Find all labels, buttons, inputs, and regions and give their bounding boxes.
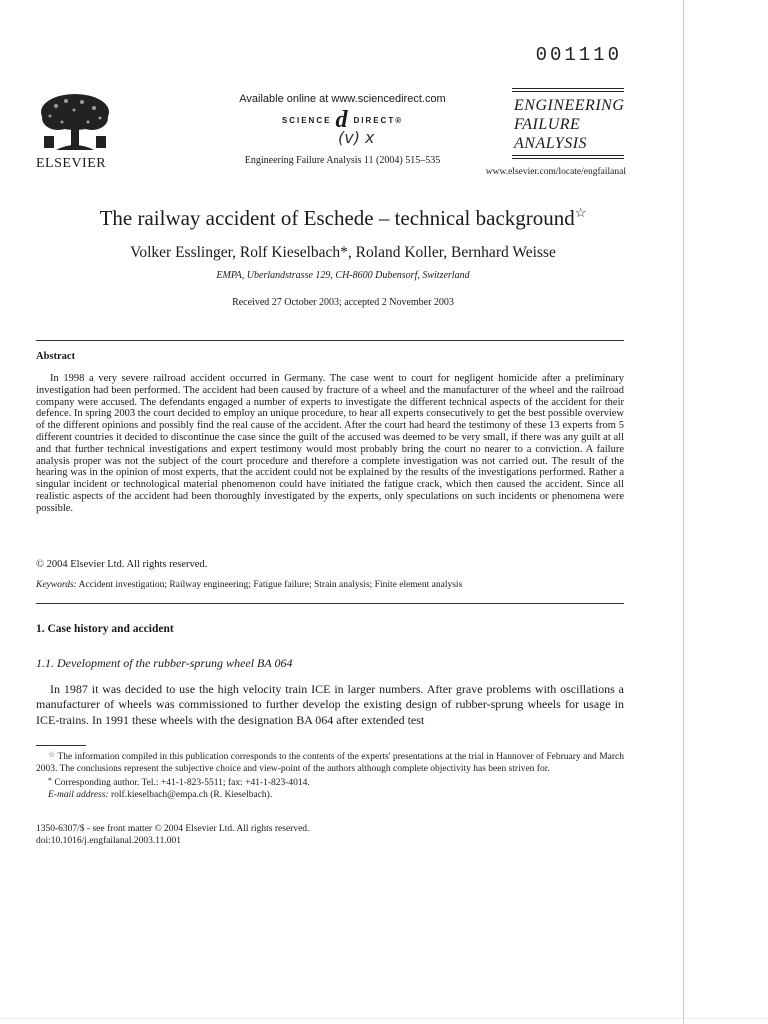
article-title-text: The railway accident of Eschede – technical background bbox=[99, 206, 575, 230]
footnote-1-text: The information compiled in this publication corresponds to the contents of the experts' presentations at the trial in Hannover of February and March 2003. The conclusions represent the subjective choice and view-point of the authors although complete objectivity has been striven for. bbox=[36, 752, 624, 774]
footnote-1-mark: ☆ bbox=[48, 750, 56, 759]
section-heading: 1. Case history and accident bbox=[36, 623, 174, 635]
journal-title-block bbox=[512, 88, 624, 159]
email-label: E-mail address: bbox=[48, 789, 109, 800]
sciencedirect-left-text: SCIENCE bbox=[281, 115, 332, 125]
scan-edge-line bbox=[683, 0, 684, 1024]
abstract-copyright: © 2004 Elsevier Ltd. All rights reserved. bbox=[36, 559, 208, 570]
journal-url[interactable]: www.elsevier.com/locate/engfailanal bbox=[485, 167, 626, 177]
footnote-email bbox=[36, 790, 624, 802]
author-affiliation: EMPA, Uberlandstrasse 129, CH-8600 Dubensorf, Switzerland bbox=[216, 270, 470, 281]
journal-title-line: FAILURE bbox=[514, 116, 581, 133]
footnotes bbox=[36, 749, 624, 801]
journal-title bbox=[512, 92, 624, 155]
article-title bbox=[40, 205, 646, 231]
footnote-2-text: Corresponding author. Tel.: +41-1-823-5511; fax: +41-1-823-4014. bbox=[54, 778, 310, 788]
body-paragraph: In 1987 it was decided to use the high velocity train ICE in larger numbers. After grave problems with oscillations a manufacturer of wheels was commissioned to further develop the existing design of rubber-sprung wheels for usage in ICE-trains. In 1991 these wheels with the designation BA 064 after extended test bbox=[36, 682, 624, 727]
issn-line: 1350-6307/$ - see front matter © 2004 Elsevier Ltd. All rights reserved. bbox=[36, 824, 310, 834]
document-id-stamp: 001110 bbox=[535, 44, 622, 66]
scan-bottom-edge bbox=[0, 1018, 768, 1019]
keywords bbox=[36, 580, 624, 590]
journal-citation: Engineering Failure Analysis 11 (2004) 515–535 bbox=[244, 155, 441, 166]
keywords-list: Accident investigation; Railway engineering; Fatigue failure; Strain analysis; Finite element analysis bbox=[78, 580, 463, 590]
author-list: Volker Esslinger, Rolf Kieselbach*, Roland Koller, Bernhard Weisse bbox=[130, 244, 556, 261]
sciencedirect-right-text: DIRECT® bbox=[353, 115, 404, 125]
footnote-1 bbox=[36, 749, 624, 775]
journal-title-line: ANALYSIS bbox=[514, 135, 588, 152]
email-address[interactable]: rolf.kieselbach@empa.ch (R. Kieselbach). bbox=[110, 789, 273, 800]
subsection-heading: 1.1. Development of the rubber-sprung wheel BA 064 bbox=[36, 656, 293, 670]
elsevier-tree-icon bbox=[36, 92, 114, 154]
footnote-rule bbox=[36, 745, 86, 746]
title-footnote-mark[interactable]: ☆ bbox=[574, 205, 587, 220]
handwritten-annotation: (v) x bbox=[338, 128, 375, 147]
abstract-text: In 1998 a very severe railroad accident occurred in Germany. The case went to court for negligent homicide after a preliminary investigation had been performed. The accident had been caused by fracture of a wheel and the manufacturer of the wheel and the railroad company were accused. The defendants engaged a number of experts to investigate the different technical aspects of the accident for their defence. In spring 2003 the court decided to employ an unique procedure, to hear all experts consecutively to get the best possible overview of the different opinions and possibly find the real cause of the accident. After the court had heard the testimony of these 13 experts from 5 different countries it decided to discontinue the case since the guilt of the accused was deemed to be very small, if there was any guilt at all and that further technical investigations and expert testimony would most probably bring the court no nearer to a conviction. A failure analysis proper was not the subject of the court procedure and therefore a complete investigation was not carried out. The result of the hearing was in the opinion of most experts, that the accident could not be explained by the results of the investigations performed. Rather a singular incident or technological material phenomenon could have initiated the fatigue crack, which then caused the accident. Since all realistic aspects of the accident had been thoroughly investigated by the experts, only speculations on such incidents or phenomena were possible. bbox=[36, 373, 624, 514]
journal-title-rule-bottom bbox=[512, 155, 624, 159]
abstract-heading: Abstract bbox=[36, 351, 76, 362]
sciencedirect-mark: d bbox=[335, 107, 350, 133]
abstract-bottom-rule bbox=[36, 603, 624, 604]
doi-line[interactable]: doi:10.1016/j.engfailanal.2003.11.001 bbox=[36, 836, 182, 846]
publisher-name: ELSEVIER bbox=[36, 156, 107, 171]
keywords-label: Keywords: bbox=[36, 580, 77, 590]
front-matter-info bbox=[36, 823, 309, 847]
abstract-top-rule bbox=[36, 340, 624, 341]
journal-title-line: ENGINEERING bbox=[514, 97, 625, 114]
footnote-2-mark: * bbox=[48, 776, 52, 785]
received-dates: Received 27 October 2003; accepted 2 November 2003 bbox=[232, 297, 454, 308]
available-online-text: Available online at www.sciencedirect.com bbox=[239, 93, 446, 105]
footnote-2 bbox=[36, 775, 624, 790]
elsevier-logo bbox=[36, 92, 116, 172]
